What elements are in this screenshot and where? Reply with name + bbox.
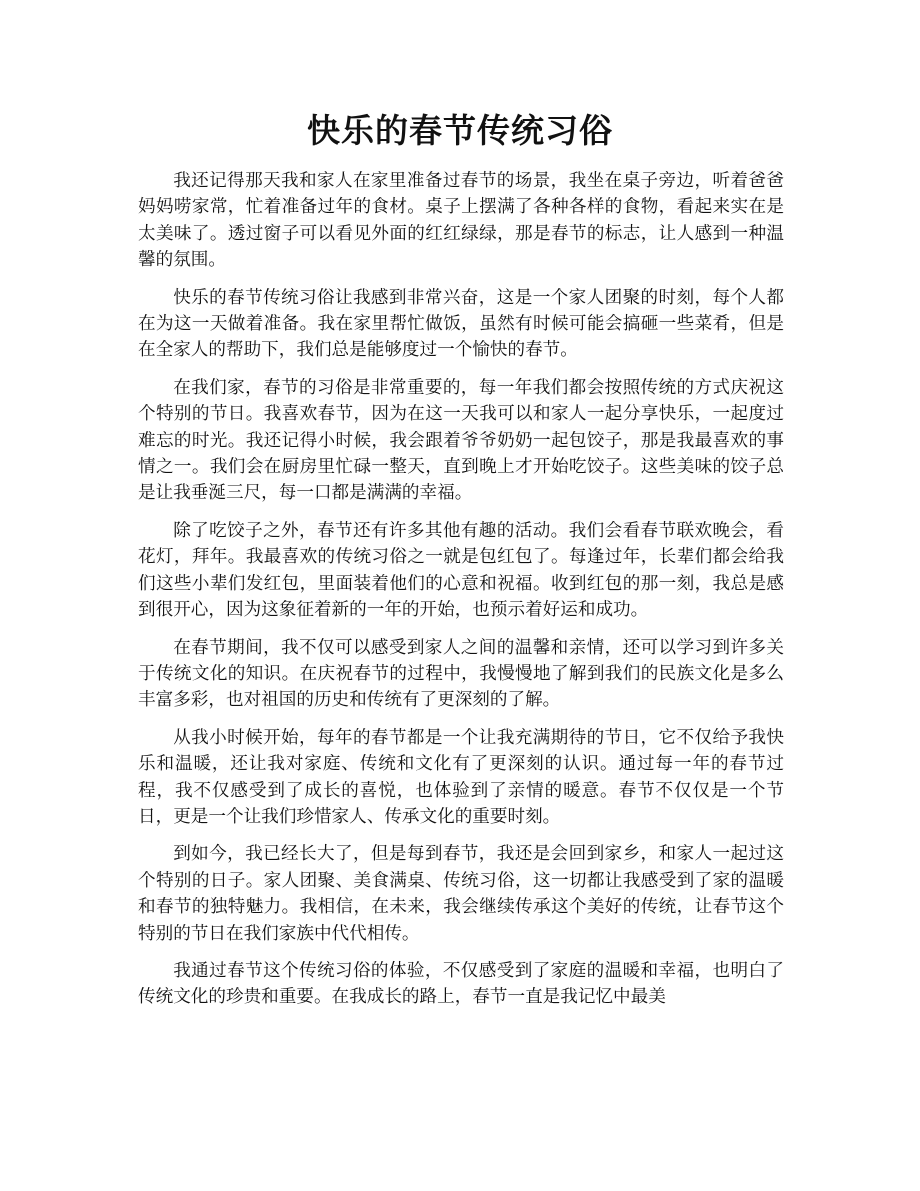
paragraph-7: 到如今，我已经长大了，但是每到春节，我还是会回到家乡，和家人一起过这个特别的日子。家人团聚、美食满桌、传统习俗，这一切都让我感受到了家的温暖和春节的独特魅力。我相信，在未来，我会继续传承这个美好的传统，让春节这个特别的节日在我们家族中代代相传。 [138,844,784,944]
paragraph-1: 我还记得那天我和家人在家里准备过春节的场景，我坐在桌子旁边，听着爸爸妈妈唠家常，忙着准备过年的食材。桌子上摆满了各种各样的食物，看起来实在是太美味了。透过窗子可以看见外面的红红绿绿，那是春节的标志，让人感到一种温馨的氛围。 [138,171,784,271]
paragraph-4: 除了吃饺子之外，春节还有许多其他有趣的活动。我们会看春节联欢晚会，看花灯，拜年。我最喜欢的传统习俗之一就是包红包了。每逢过年，长辈们都会给我们这些小辈们发红包，里面装着他们的心意和祝福。收到红包的那一刻，我总是感到很开心，因为这象征着新的一年的开始，也预示着好运和成功。 [138,520,784,621]
paragraph-3: 在我们家，春节的习俗是非常重要的，每一年我们都会按照传统的方式庆祝这个特别的节日。我喜欢春节，因为在这一天我可以和家人一起分享快乐，一起度过难忘的时光。我还记得小时候，我会跟着爷爷奶奶一起包饺子，那是我最喜欢的事情之一。我们会在厨房里忙碌一整天，直到晚上才开始吃饺子。这些美味的饺子总是让我垂涎三尺，每一口都是满满的幸福。 [138,377,784,504]
paragraph-2: 快乐的春节传统习俗让我感到非常兴奋，这是一个家人团聚的时刻，每个人都在为这一天做着准备。我在家里帮忙做饭，虽然有时候可能会搞砸一些菜肴，但是在全家人的帮助下，我们总是能够度过一个愉快的春节。 [138,287,784,361]
paragraph-8: 我通过春节这个传统习俗的体验，不仅感受到了家庭的温暖和幸福，也明白了传统文化的珍贵和重要。在我成长的路上，春节一直是我记忆中最美 [138,960,784,1008]
paragraph-6: 从我小时候开始，每年的春节都是一个让我充满期待的节日，它不仅给予我快乐和温暖，还让我对家庭、传统和文化有了更深刻的认识。通过每一年的春节过程，我不仅感受到了成长的喜悦，也体验到了亲情的暖意。春节不仅仅是一个节日，更是一个让我们珍惜家人、传承文化的重要时刻。 [138,727,784,827]
document-body [138,168,784,1022]
document-title: 快乐的春节传统习俗 [307,111,613,150]
paragraph-5: 在春节期间，我不仅可以感受到家人之间的温馨和亲情，还可以学习到许多关于传统文化的知识。在庆祝春节的过程中，我慢慢地了解到我们的民族文化是多么丰富多彩，也对祖国的历史和传统有了更深刻的了解。 [138,637,784,711]
